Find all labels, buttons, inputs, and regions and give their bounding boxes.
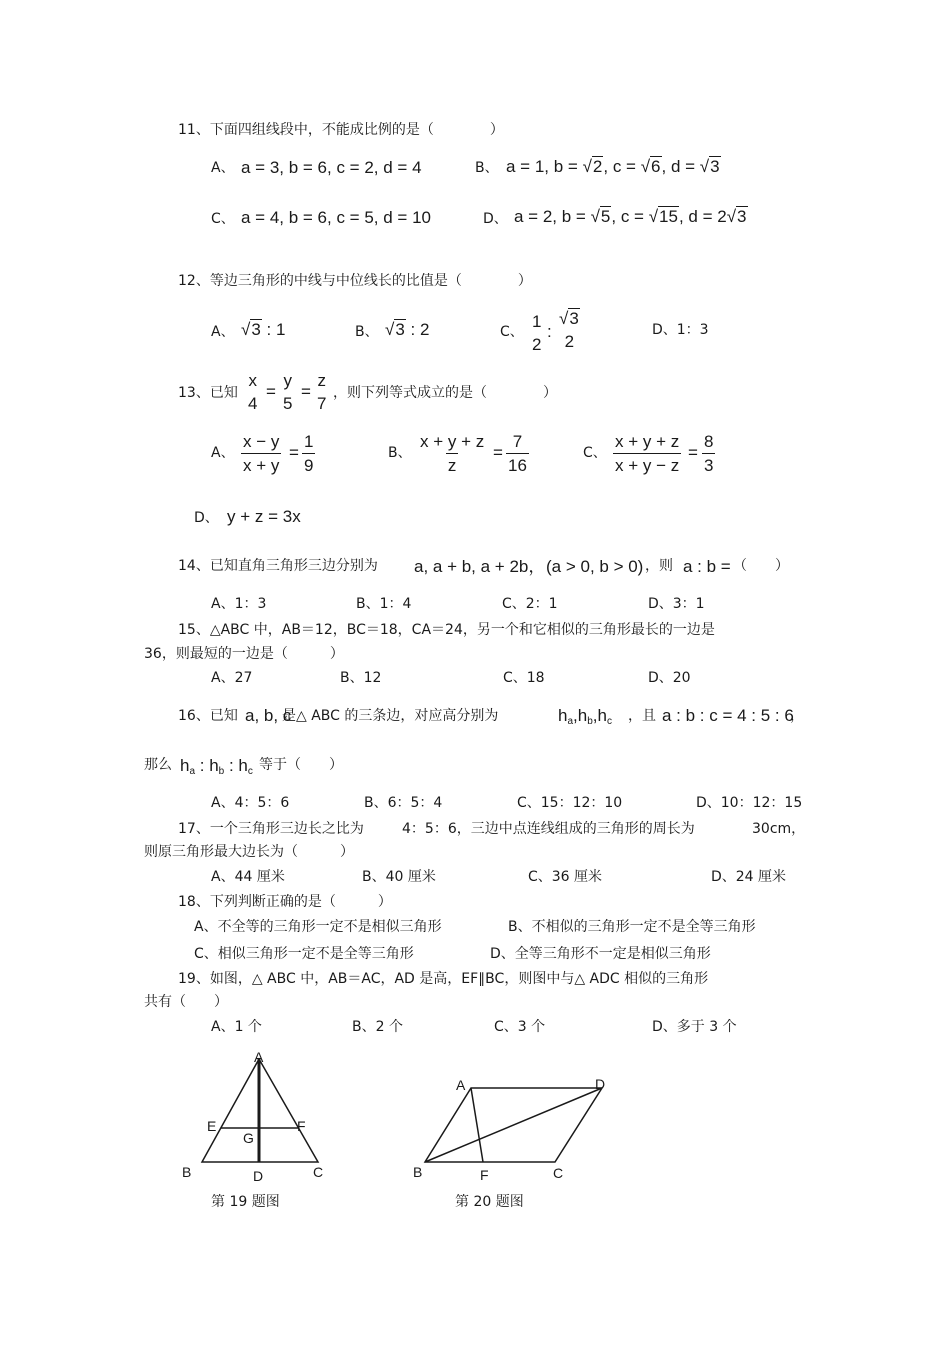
q16-option-a: A、4：5：6 bbox=[211, 795, 290, 811]
diagonal-bd bbox=[425, 1088, 602, 1162]
segment-af bbox=[471, 1088, 483, 1162]
q13-eq-2: = bbox=[301, 382, 311, 401]
q13-option-d-label: D、 bbox=[194, 510, 219, 526]
label-a: A bbox=[254, 1049, 264, 1065]
label-a: A bbox=[456, 1077, 466, 1093]
q16-option-c: C、15：12：10 bbox=[517, 795, 623, 811]
q15-option-a: A、27 bbox=[211, 670, 253, 686]
numerator bbox=[557, 310, 582, 330]
q11-option-b-label: B、 bbox=[475, 160, 499, 176]
denominator: 7 bbox=[317, 394, 327, 413]
label-b: B bbox=[182, 1164, 192, 1180]
sqrt-sign: √3 bbox=[559, 309, 579, 328]
q18-option-d: D、全等三角形不一定是相似三角形 bbox=[490, 946, 711, 962]
q12-option-b-label: B、 bbox=[355, 324, 379, 340]
label-e: E bbox=[207, 1118, 217, 1134]
q17-line1c: 30cm， bbox=[752, 821, 806, 837]
q13-a-lhs bbox=[241, 433, 281, 474]
subscript: b bbox=[587, 716, 593, 727]
q11-option-b-expr bbox=[506, 158, 721, 175]
numerator: x bbox=[248, 371, 257, 390]
q13-b-lhs bbox=[418, 433, 486, 474]
q13-fraction-x4 bbox=[246, 372, 259, 412]
q12-c-fraction-1 bbox=[530, 313, 543, 353]
radicand: 3 bbox=[710, 157, 720, 176]
sqrt-sign: √3 bbox=[699, 157, 720, 176]
comma: , bbox=[592, 706, 598, 725]
radicand: 2 bbox=[592, 157, 603, 176]
q11-option-a-expr: a = 3, b = 6, c = 2, d = 4 bbox=[241, 158, 422, 177]
denominator: 3 bbox=[702, 453, 715, 474]
q16-stem-pre: 16、已知 bbox=[178, 708, 238, 724]
q15-line1: 15、△ABC 中，AB＝12，BC＝18，CA＝24，另一个和它相似的三角形最长的一边是 bbox=[178, 622, 715, 638]
radicand: 5 bbox=[600, 207, 611, 226]
ratio-tail: : 2 bbox=[405, 320, 430, 339]
sqrt-sign: √3 bbox=[385, 320, 405, 339]
q13-c-lhs bbox=[613, 433, 681, 474]
q11-d-part: , d = 2 bbox=[678, 207, 727, 226]
ratio-tail: : 1 bbox=[261, 320, 286, 339]
label-d: D bbox=[253, 1168, 264, 1184]
q11-b-part: , d = bbox=[661, 157, 700, 176]
q16-abc: a, b, c bbox=[245, 706, 292, 725]
sqrt-sign: √5 bbox=[590, 207, 611, 226]
q19-option-b: B、2 个 bbox=[352, 1019, 403, 1035]
q14-sides: a, a + b, a + 2b， bbox=[414, 557, 546, 576]
q13-fraction-y5 bbox=[281, 372, 294, 412]
q11-d-part: a = 2, b = bbox=[514, 207, 591, 226]
h-symbol: h bbox=[180, 756, 190, 775]
denominator: 9 bbox=[302, 453, 315, 474]
numerator: 1 bbox=[532, 312, 542, 331]
numerator: x − y bbox=[243, 432, 280, 451]
q11-d-part: , c = bbox=[611, 207, 649, 226]
q11-b-part: a = 1, b = bbox=[506, 157, 583, 176]
q18-option-a: A、不全等的三角形一定不是相似三角形 bbox=[194, 919, 442, 935]
figure-20 bbox=[405, 1070, 620, 1190]
q15-option-d: D、20 bbox=[648, 670, 691, 686]
q12-option-c-label: C、 bbox=[500, 324, 524, 340]
q17-option-b: B、40 厘米 bbox=[362, 869, 436, 885]
radicand: 3 bbox=[737, 207, 747, 226]
sqrt-sign: √15 bbox=[648, 207, 678, 226]
q13-fraction-z7 bbox=[315, 372, 328, 412]
q16-option-b: B、6：5：4 bbox=[364, 795, 443, 811]
q13-option-a-label: A、 bbox=[211, 445, 235, 461]
figure-19-caption: 第 19 题图 bbox=[211, 1194, 280, 1210]
q14-stem-pre: 14、已知直角三角形三边分别为 bbox=[178, 558, 378, 574]
q13-option-d-expr: y + z = 3x bbox=[227, 507, 301, 526]
q17-option-d: D、24 厘米 bbox=[711, 869, 787, 885]
q11-b-part: , c = bbox=[603, 157, 641, 176]
q16-comma: ， bbox=[790, 708, 804, 724]
colon: : bbox=[224, 756, 239, 775]
denominator: 16 bbox=[506, 453, 529, 474]
q14-option-a: A、1：3 bbox=[211, 596, 267, 612]
numerator: 7 bbox=[512, 432, 523, 451]
q12-c-fraction-2 bbox=[557, 310, 582, 350]
q12-option-a-expr bbox=[241, 321, 285, 338]
numerator: 1 bbox=[304, 432, 314, 451]
numerator: x + y + z bbox=[420, 432, 485, 451]
q18-option-c: C、相似三角形一定不是全等三角形 bbox=[194, 946, 414, 962]
subscript: a bbox=[189, 766, 196, 777]
q13-c-rhs bbox=[702, 433, 715, 474]
radicand: 3 bbox=[395, 320, 405, 339]
q16-and: ，且 bbox=[628, 708, 656, 724]
denominator: 5 bbox=[283, 394, 293, 413]
h-symbol: h bbox=[238, 756, 248, 775]
q12-c-colon: : bbox=[547, 322, 552, 341]
label-f: F bbox=[480, 1167, 489, 1183]
subscript: a bbox=[567, 716, 574, 727]
q13-a-eq: = bbox=[289, 443, 299, 462]
denominator: 2 bbox=[532, 335, 542, 354]
figure-19 bbox=[170, 1045, 340, 1195]
q17-line1b: 4：5：6，三边中点连线组成的三角形的周长为 bbox=[402, 821, 695, 837]
h-symbol: h bbox=[577, 706, 588, 725]
q19-line2: 共有（ ） bbox=[144, 994, 228, 1010]
q12-option-a-label: A、 bbox=[211, 324, 235, 340]
q11-option-d-label: D、 bbox=[483, 211, 508, 227]
q16-stem-mid: 是△ ABC 的三条边，对应高分别为 bbox=[282, 708, 499, 724]
q13-stem-post: ，则下列等式成立的是（ ） bbox=[333, 385, 557, 401]
q15-option-b: B、12 bbox=[340, 670, 382, 686]
denominator: z bbox=[446, 453, 459, 474]
subscript: c bbox=[607, 716, 612, 727]
label-f: F bbox=[297, 1118, 306, 1134]
label-b: B bbox=[413, 1164, 423, 1180]
q13-eq-1: = bbox=[266, 382, 276, 401]
q16-heights bbox=[558, 707, 612, 727]
h-symbol: h bbox=[597, 706, 607, 725]
denominator: x + y bbox=[241, 453, 281, 474]
q11-stem: 11、下面四组线段中，不能成比例的是（ ） bbox=[178, 122, 504, 138]
colon: : bbox=[195, 756, 210, 775]
q12-option-d: D、1：3 bbox=[652, 322, 709, 338]
q16-option-d: D、10：12：15 bbox=[696, 795, 803, 811]
sqrt-sign: √6 bbox=[640, 157, 661, 176]
q12-option-b-expr bbox=[385, 321, 429, 338]
q11-option-a-label: A、 bbox=[211, 160, 235, 176]
numerator: 8 bbox=[704, 432, 714, 451]
denominator: 4 bbox=[248, 394, 258, 413]
denominator: 2 bbox=[564, 332, 575, 351]
figure-20-caption: 第 20 题图 bbox=[455, 1194, 524, 1210]
q11-option-c-expr: a = 4, b = 6, c = 5, d = 10 bbox=[241, 208, 431, 227]
q16-line2-post: 等于（ ） bbox=[259, 757, 343, 773]
q14-option-d: D、3：1 bbox=[648, 596, 705, 612]
q14-then: ，则 bbox=[645, 558, 673, 574]
label-c: C bbox=[553, 1165, 564, 1181]
sqrt-sign: √2 bbox=[582, 157, 603, 176]
radicand: 3 bbox=[251, 320, 261, 339]
h-symbol: h bbox=[209, 756, 219, 775]
q14-paren: （ ） bbox=[733, 558, 789, 574]
radicand: 15 bbox=[659, 207, 678, 226]
q11-option-d-expr bbox=[514, 208, 748, 225]
q16-ratio: a : b : c = 4 : 5 : 6 bbox=[662, 706, 794, 725]
h-symbol: h bbox=[558, 706, 568, 725]
sqrt-sign: √3 bbox=[241, 320, 261, 339]
q14-condition: (a > 0, b > 0) bbox=[546, 557, 644, 576]
q13-option-c-label: C、 bbox=[583, 445, 607, 461]
q19-option-a: A、1 个 bbox=[211, 1019, 262, 1035]
q14-option-b: B、1：4 bbox=[356, 596, 412, 612]
q19-option-d: D、多于 3 个 bbox=[652, 1019, 737, 1035]
q13-option-b-label: B、 bbox=[388, 445, 412, 461]
q11-option-c-label: C、 bbox=[211, 211, 235, 227]
q13-stem-pre: 13、已知 bbox=[178, 385, 238, 401]
subscript: b bbox=[218, 766, 225, 777]
sqrt-sign: √3 bbox=[726, 207, 747, 226]
q13-c-eq: = bbox=[688, 443, 698, 462]
label-g: G bbox=[243, 1130, 254, 1146]
numerator: z bbox=[317, 371, 326, 390]
q14-option-c: C、2：1 bbox=[502, 596, 558, 612]
radicand: 3 bbox=[569, 309, 579, 328]
radicand: 6 bbox=[651, 157, 661, 176]
q13-a-rhs bbox=[302, 433, 315, 474]
subscript: c bbox=[247, 766, 253, 777]
q18-option-b: B、不相似的三角形一定不是全等三角形 bbox=[508, 919, 756, 935]
q16-height-ratio bbox=[180, 757, 253, 777]
label-c: C bbox=[313, 1164, 324, 1180]
q16-line2-pre: 那么 bbox=[144, 757, 172, 773]
q17-line2: 则原三角形最大边长为（ ） bbox=[144, 844, 354, 860]
numerator: y bbox=[283, 371, 292, 390]
q19-option-c: C、3 个 bbox=[494, 1019, 546, 1035]
q15-option-c: C、18 bbox=[503, 670, 545, 686]
q13-b-rhs bbox=[506, 433, 529, 474]
q12-stem: 12、等边三角形的中线与中位线长的比值是（ ） bbox=[178, 273, 532, 289]
q17-option-a: A、44 厘米 bbox=[211, 869, 285, 885]
q15-line2: 36，则最短的一边是（ ） bbox=[144, 646, 344, 662]
q19-line1: 19、如图，△ ABC 中，AB＝AC，AD 是高，EF∥BC，则图中与△ ADC 相似的三角形 bbox=[178, 971, 709, 987]
numerator: x + y + z bbox=[615, 432, 680, 451]
denominator: x + y − z bbox=[613, 453, 681, 474]
q18-stem: 18、下列判断正确的是（ ） bbox=[178, 894, 392, 910]
label-d: D bbox=[595, 1076, 606, 1092]
q13-b-eq: = bbox=[493, 443, 503, 462]
q14-ratio: a : b = bbox=[683, 557, 731, 576]
comma: , bbox=[573, 706, 578, 725]
q17-option-c: C、36 厘米 bbox=[528, 869, 603, 885]
q17-line1a: 17、一个三角形三边长之比为 bbox=[178, 821, 364, 837]
